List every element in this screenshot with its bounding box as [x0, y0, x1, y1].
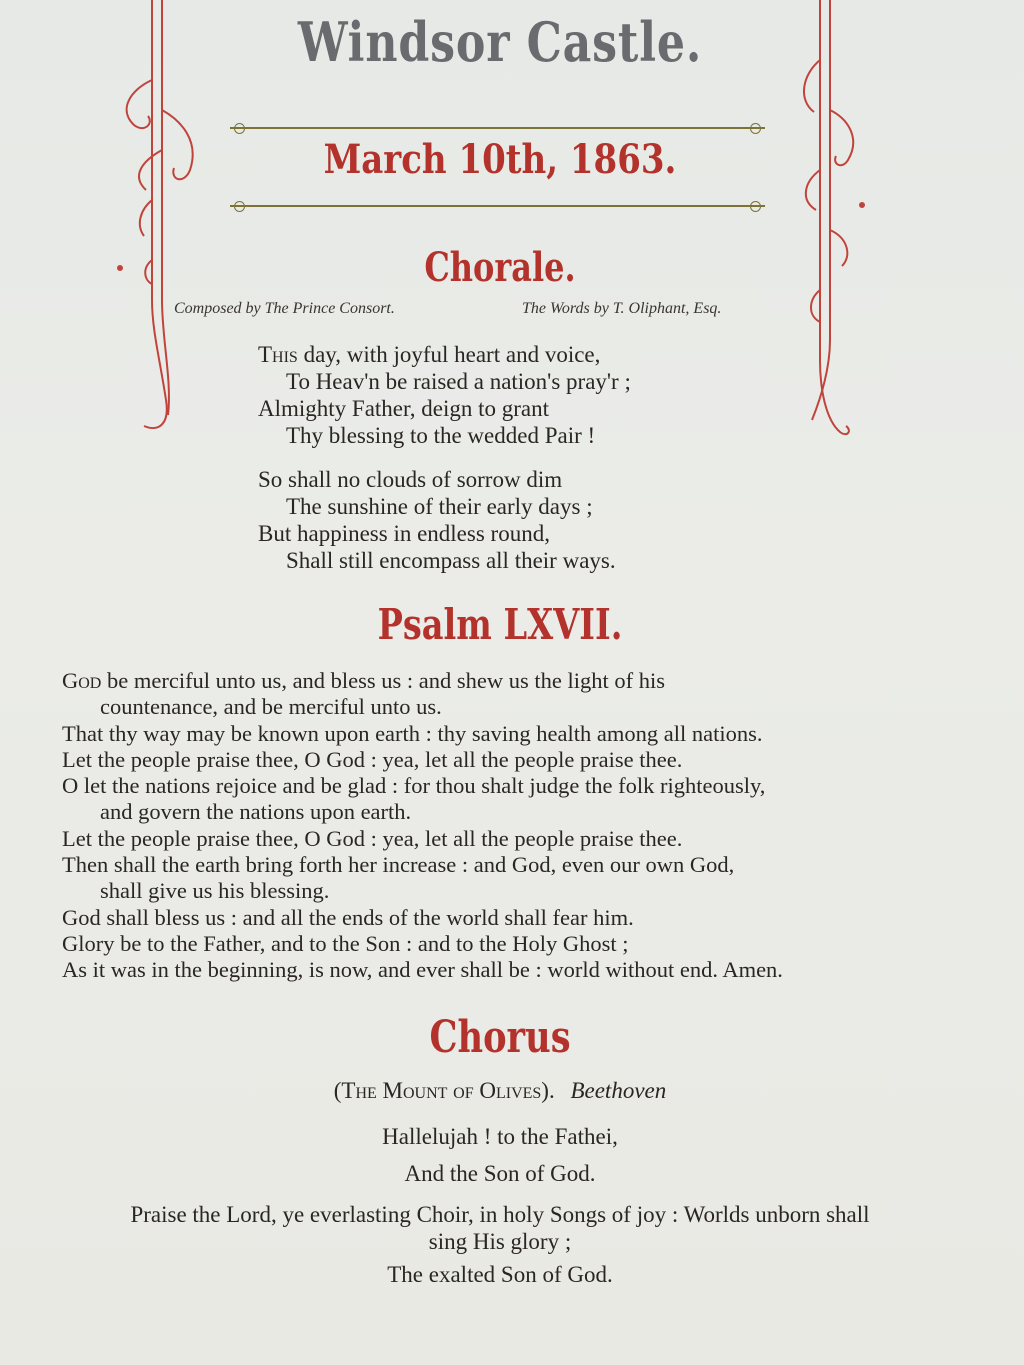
- psalm-verse: Let the people praise thee, O God : yea, let all the people praise thee.: [62, 825, 683, 851]
- psalm-verse: O let the nations rejoice and be glad : for thou shalt judge the folk righteously,: [62, 773, 766, 799]
- composer-credit: Composed by The Prince Consort.: [174, 300, 395, 317]
- chorus-line: And the Son of God.: [404, 1161, 596, 1186]
- chorus-heading: Chorus: [429, 1012, 571, 1063]
- psalm-verse-cont: shall give us his blessing.: [100, 878, 330, 904]
- stanza-line: Thy blessing to the wedded Pair !: [286, 423, 596, 448]
- chorus-line: The exalted Son of God.: [387, 1262, 613, 1287]
- psalm-verse-cont: countenance, and be merciful unto us.: [100, 694, 442, 720]
- gold-divider-bottom: [230, 205, 765, 207]
- psalm-verse-cont: and govern the nations upon earth.: [100, 799, 412, 825]
- drop-word: This: [258, 342, 298, 367]
- chorus-line-cont: sing His glory ;: [428, 1229, 572, 1254]
- psalm-verse: [62, 668, 952, 694]
- venue-title: Windsor Castle.: [297, 10, 703, 74]
- psalm-verse: God shall bless us : and all the ends of the world shall fear him.: [62, 904, 634, 930]
- gloria-line: Glory be to the Father, and to the Son : and to the Holy Ghost ;: [62, 930, 629, 956]
- chorale-stanza-1: [258, 341, 631, 449]
- chorus-source: (The Mount of Olives).: [333, 1078, 555, 1103]
- chorale-stanza-2: [258, 466, 616, 574]
- psalm-verse: Then shall the earth bring forth her increase : and God, even our own God,: [62, 852, 735, 878]
- psalm-text: [62, 668, 952, 984]
- stanza-line: To Heav'n be raised a nation's pray'r ;: [286, 369, 631, 394]
- chorus-source-line: [0, 1078, 1000, 1104]
- stanza-line: [258, 341, 631, 368]
- stanza-line-text: day, with joyful heart and voice,: [297, 342, 601, 367]
- chorus-long-line: [45, 1201, 955, 1255]
- chorus-composer: Beethoven: [570, 1078, 667, 1103]
- psalm-verse: Let the people praise thee, O God : yea, let all the people praise thee.: [62, 746, 683, 772]
- chorus-line-text: Praise the Lord, ye everlasting Choir, in holy Songs of joy : Worlds unborn shall: [130, 1202, 870, 1227]
- chorale-heading: Chorale.: [424, 244, 576, 291]
- words-credit: The Words by T. Oliphant, Esq.: [522, 300, 722, 317]
- psalm-heading: Psalm LXVII.: [377, 600, 623, 649]
- psalm-verse: That thy way may be known upon earth : thy saving health among all nations.: [62, 720, 763, 746]
- stanza-line: Almighty Father, deign to grant: [258, 396, 550, 421]
- event-date: March 10th, 1863.: [323, 136, 677, 183]
- stanza-line: But happiness in endless round,: [258, 521, 550, 546]
- stanza-line: So shall no clouds of sorrow dim: [258, 467, 563, 492]
- stanza-line: Shall still encompass all their ways.: [286, 548, 616, 573]
- chorus-line: Hallelujah ! to the Fathei,: [382, 1124, 618, 1149]
- gloria-line: As it was in the beginning, is now, and ever shall be : world without end. Amen.: [62, 957, 783, 983]
- gold-divider-top: [230, 127, 765, 129]
- drop-word: God: [62, 668, 102, 693]
- psalm-verse-text: be merciful unto us, and bless us : and shew us the light of his: [101, 668, 666, 693]
- stanza-line: The sunshine of their early days ;: [286, 494, 593, 519]
